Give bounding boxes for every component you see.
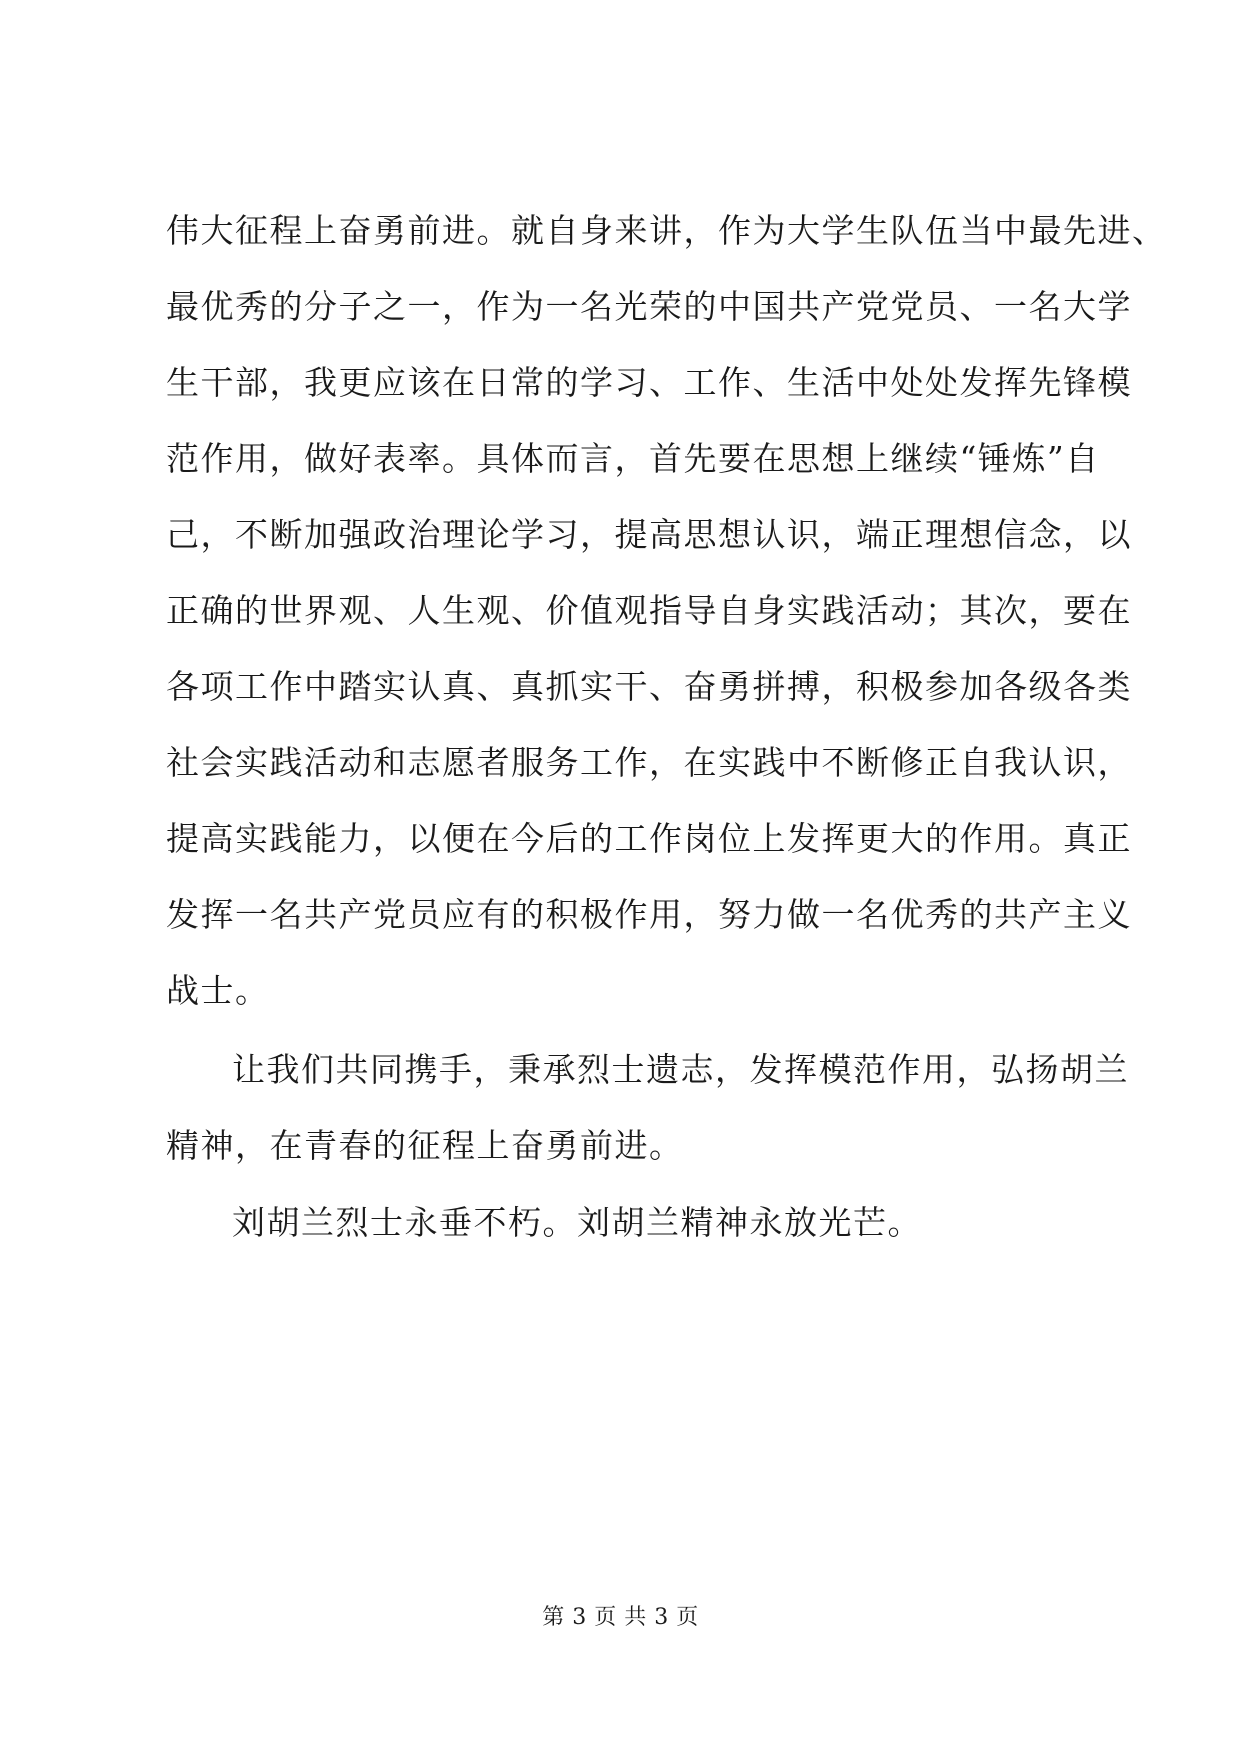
paragraph-line: 战士。: [166, 971, 270, 1010]
paragraph-line: 正确的世界观、人生观、价值观指导自身实践活动；其次，要在: [166, 591, 1132, 630]
paragraph-line: 各项工作中踏实认真、真抓实干、奋勇拼搏，积极参加各级各类: [166, 667, 1132, 706]
paragraph-line: 己，不断加强政治理论学习，提高思想认识，端正理想信念，以: [166, 515, 1132, 554]
paragraph-line: 刘胡兰烈士永垂不朽。刘胡兰精神永放光芒。: [232, 1203, 922, 1242]
page-footer: 第 3 页 共 3 页: [542, 1605, 699, 1630]
paragraph-line: 精神，在青春的征程上奋勇前进。: [166, 1126, 684, 1165]
paragraph-line: 最优秀的分子之一，作为一名光荣的中国共产党党员、一名大学: [166, 287, 1132, 326]
paragraph-line: 范作用，做好表率。具体而言，首先要在思想上继续“锤炼”自: [166, 439, 1100, 478]
paragraph-line: 提高实践能力，以便在今后的工作岗位上发挥更大的作用。真正: [166, 819, 1132, 858]
paragraph-line: 社会实践活动和志愿者服务工作，在实践中不断修正自我认识，: [166, 743, 1132, 782]
paragraph-line: 让我们共同携手，秉承烈士遗志，发挥模范作用，弘扬胡兰: [232, 1050, 1129, 1089]
paragraph-line: 伟大征程上奋勇前进。就自身来讲，作为大学生队伍当中最先进、: [166, 211, 1167, 250]
paragraph-line: 发挥一名共产党员应有的积极作用，努力做一名优秀的共产主义: [166, 895, 1132, 934]
paragraph-line: 生干部，我更应该在日常的学习、工作、生活中处处发挥先锋模: [166, 363, 1132, 402]
